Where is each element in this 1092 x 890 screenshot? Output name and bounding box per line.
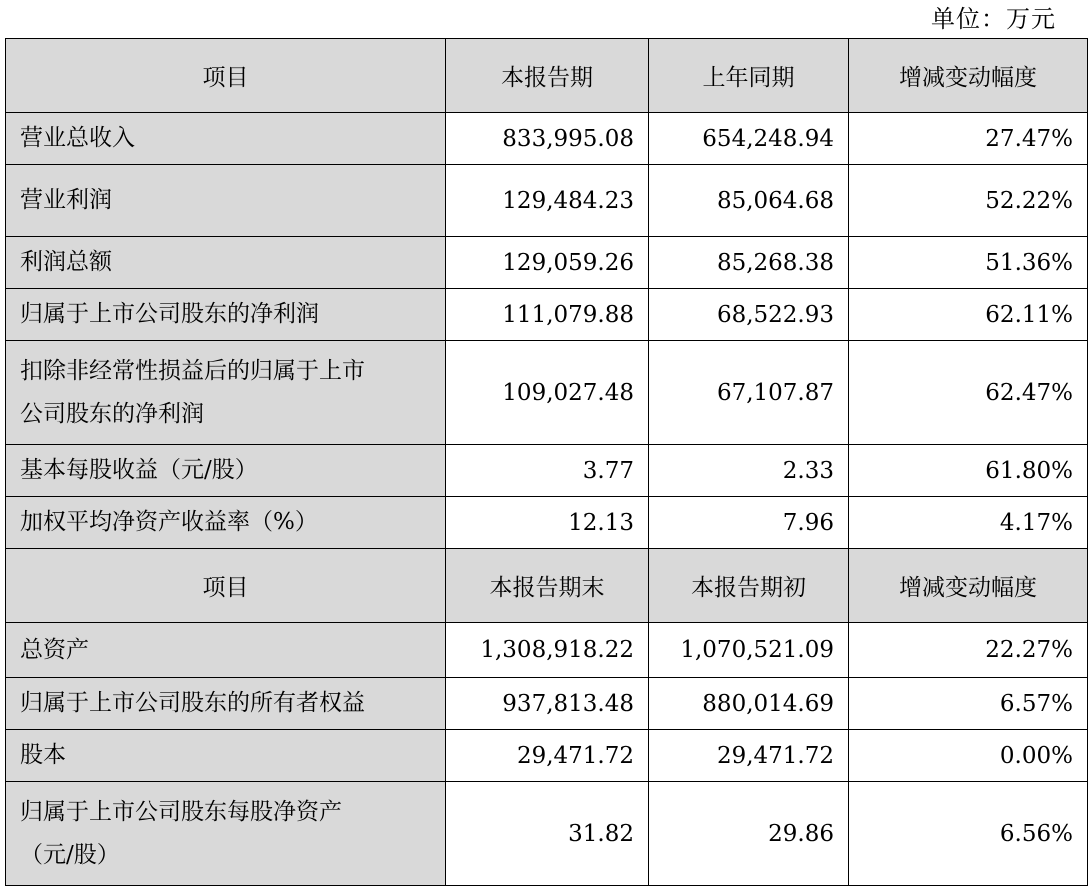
change-value: 4.17% — [849, 497, 1088, 549]
end-value: 1,308,918.22 — [446, 623, 649, 678]
change-value: 6.57% — [849, 678, 1088, 730]
row-label: 归属于上市公司股东的净利润 — [6, 289, 446, 341]
current-value: 129,059.26 — [446, 237, 649, 289]
row-label-line: （元/股） — [20, 841, 120, 868]
row-label: 总资产 — [6, 623, 446, 678]
section1-header-row — [6, 39, 1088, 113]
row-label: 基本每股收益（元/股） — [6, 445, 446, 497]
table-row — [6, 730, 1088, 782]
current-value: 12.13 — [446, 497, 649, 549]
header-current-period: 本报告期 — [446, 39, 649, 113]
current-value: 129,484.23 — [446, 165, 649, 237]
row-label: 加权平均净资产收益率（%） — [6, 497, 446, 549]
change-value: 62.11% — [849, 289, 1088, 341]
table-row — [6, 782, 1088, 886]
begin-value: 1,070,521.09 — [649, 623, 849, 678]
header-item: 项目 — [6, 39, 446, 113]
change-value: 22.27% — [849, 623, 1088, 678]
table-row — [6, 497, 1088, 549]
header-item: 项目 — [6, 549, 446, 623]
row-label — [6, 341, 446, 445]
begin-value: 880,014.69 — [649, 678, 849, 730]
prior-value: 68,522.93 — [649, 289, 849, 341]
current-value: 3.77 — [446, 445, 649, 497]
table-row — [6, 623, 1088, 678]
change-value: 62.47% — [849, 341, 1088, 445]
row-label-line: 归属于上市公司股东每股净资产 — [20, 798, 342, 825]
row-label: 股本 — [6, 730, 446, 782]
header-prior-period: 上年同期 — [649, 39, 849, 113]
prior-value: 2.33 — [649, 445, 849, 497]
header-change: 增减变动幅度 — [849, 549, 1088, 623]
prior-value: 85,268.38 — [649, 237, 849, 289]
row-label: 利润总额 — [6, 237, 446, 289]
row-label: 营业总收入 — [6, 113, 446, 165]
table-row — [6, 237, 1088, 289]
header-period-begin: 本报告期初 — [649, 549, 849, 623]
end-value: 29,471.72 — [446, 730, 649, 782]
change-value: 27.47% — [849, 113, 1088, 165]
change-value: 61.80% — [849, 445, 1088, 497]
row-label: 归属于上市公司股东的所有者权益 — [6, 678, 446, 730]
table-row — [6, 445, 1088, 497]
prior-value: 85,064.68 — [649, 165, 849, 237]
section2-header-row — [6, 549, 1088, 623]
current-value: 833,995.08 — [446, 113, 649, 165]
begin-value: 29,471.72 — [649, 730, 849, 782]
row-label-line: 扣除非经常性损益后的归属于上市 — [20, 357, 365, 384]
row-label — [6, 782, 446, 886]
table-row — [6, 113, 1088, 165]
current-value: 111,079.88 — [446, 289, 649, 341]
prior-value: 7.96 — [649, 497, 849, 549]
change-value: 0.00% — [849, 730, 1088, 782]
table-row — [6, 165, 1088, 237]
change-value: 51.36% — [849, 237, 1088, 289]
prior-value: 67,107.87 — [649, 341, 849, 445]
change-value: 52.22% — [849, 165, 1088, 237]
header-period-end: 本报告期末 — [446, 549, 649, 623]
financial-summary-table — [5, 38, 1088, 886]
begin-value: 29.86 — [649, 782, 849, 886]
table-row — [6, 678, 1088, 730]
table-row — [6, 289, 1088, 341]
prior-value: 654,248.94 — [649, 113, 849, 165]
end-value: 937,813.48 — [446, 678, 649, 730]
header-change: 增减变动幅度 — [849, 39, 1088, 113]
change-value: 6.56% — [849, 782, 1088, 886]
end-value: 31.82 — [446, 782, 649, 886]
unit-label: 单位：万元 — [931, 5, 1056, 33]
current-value: 109,027.48 — [446, 341, 649, 445]
table-row — [6, 341, 1088, 445]
row-label-line: 公司股东的净利润 — [20, 400, 204, 427]
row-label: 营业利润 — [6, 165, 446, 237]
